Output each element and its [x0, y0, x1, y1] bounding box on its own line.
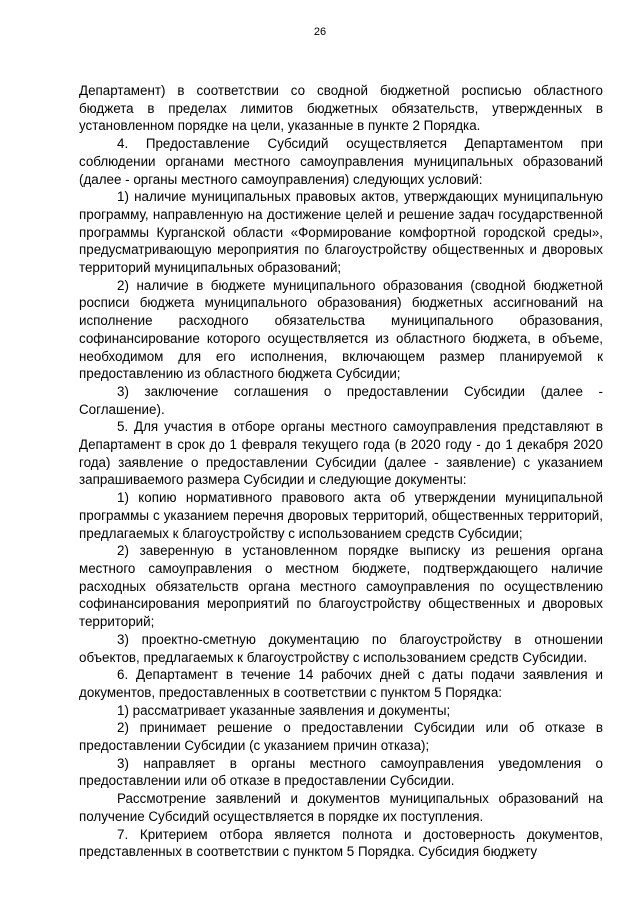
page-number: 26 [313, 26, 327, 38]
paragraph-5-item-2: 2) заверенную в установленном порядке выписку из решения органа местного самоуправления о местном бюджете, подтверждающего наличие расходных обязательств органа местного самоуправления по осуществлению софинансирования мероприятий по благоустройству общественных и дворовых территорий; [79, 543, 603, 630]
paragraph-4-item-2: 2) наличие в бюджете муниципального образования (сводной бюджетной росписи бюджета муниципального образования) бюджетных ассигнований на исполнение расходного обязательства муниципального образования, софинансирование которого осуществляется из областного бюджета, в объеме, необходимом для его исполнения, включающем размер планируемой к предоставлению из областного бюджета Субсидии; [79, 277, 603, 382]
paragraph-7: 7. Критерием отбора является полнота и достоверность документов, представленных в соответствии с пунктом 5 Порядка. Субсидия бюджету [79, 826, 603, 860]
paragraph-continuation: Департамент) в соответствии со сводной бюджетной росписью областного бюджета в пределах лимитов бюджетных обязательств, утвержденных в установленном порядке на цели, указанные в пункте 2 Порядка. [79, 83, 603, 134]
paragraph-6-item-2: 2) принимает решение о предоставлении Субсидии или об отказе в предоставлении Субсидии (с указанием причин отказа); [79, 720, 603, 754]
paragraph-4: 4. Предоставление Субсидий осуществляется Департаментом при соблюдении органами местного самоуправления муниципальных образований (далее - органы местного самоуправления) следующих условий: [79, 136, 603, 187]
paragraph-4-item-1: 1) наличие муниципальных правовых актов, утверждающих муниципальную программу, направленную на достижение целей и решение задач государственной программы Курганской области «Формирование комфортной городской среды», предусматривающую мероприятия по благоустройству общественных и дворовых территорий муниципальных образований; [79, 189, 603, 276]
document-body [79, 82, 603, 861]
paragraph-6-item-3: 3) направляет в органы местного самоуправления уведомления о предоставлении или об отказе в предоставлении Субсидии. [79, 755, 603, 789]
paragraph-5: 5. Для участия в отборе органы местного самоуправления представляют в Департамент в срок до 1 февраля текущего года (в 2020 году - до 1 декабря 2020 года) заявление о предоставлении Субсидии (далее - заявление) с указанием запрашиваемого размера Субсидии и следующие документы: [79, 419, 603, 488]
paragraph-5-item-3: 3) проектно-сметную документацию по благоустройству в отношении объектов, предлагаемых к благоустройству с использованием средств Субсидии. [79, 631, 603, 665]
paragraph-6-note: Рассмотрение заявлений и документов муниципальных образований на получение Субсидий осуществляется в порядке их поступления. [79, 791, 603, 824]
paragraph-5-item-1: 1) копию нормативного правового акта об утверждении муниципальной программы с указанием перечня дворовых территорий, общественных территорий, предлагаемых к благоустройству с использованием средств Субсидии; [79, 490, 603, 541]
paragraph-4-item-3: 3) заключение соглашения о предоставлении Субсидии (далее - Соглашение). [79, 383, 603, 417]
paragraph-6: 6. Департамент в течение 14 рабочих дней с даты подачи заявления и документов, предоставленных в соответствии с пунктом 5 Порядка: [79, 667, 603, 700]
paragraph-6-item-1: 1) рассматривает указанные заявления и документы; [117, 702, 451, 718]
